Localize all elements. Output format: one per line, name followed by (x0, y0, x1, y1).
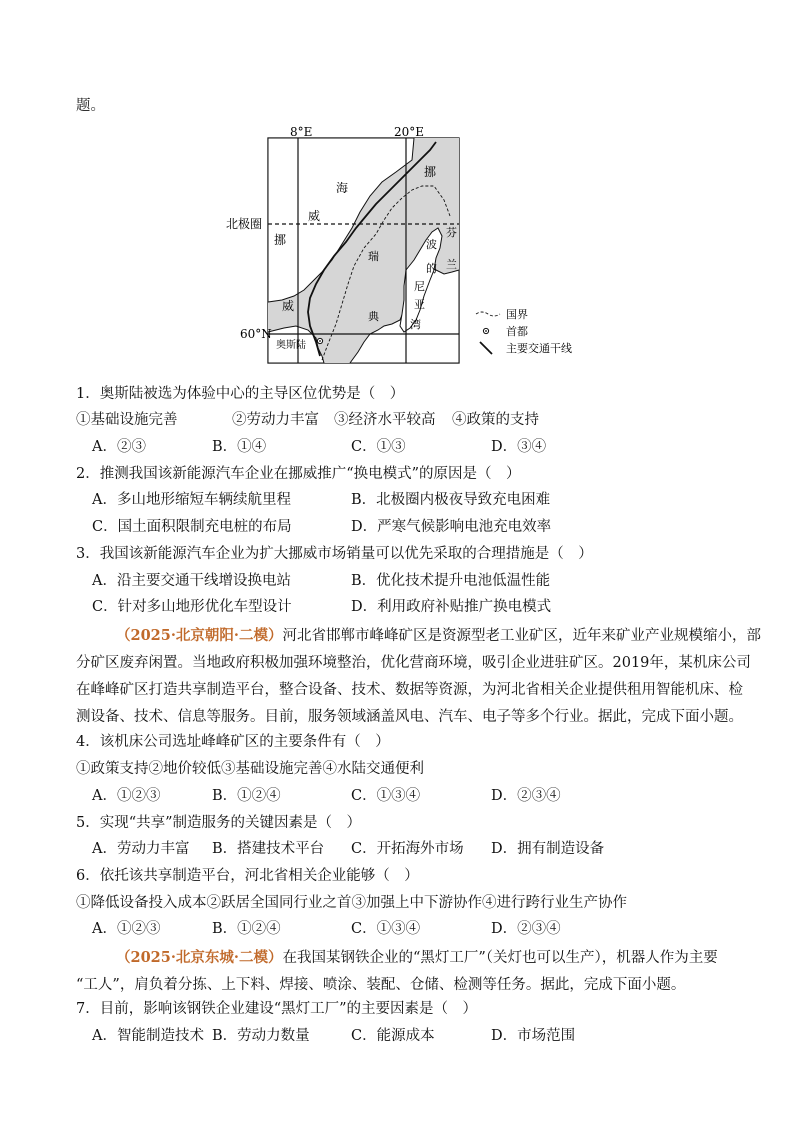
q3-option-a[interactable]: A．沿主要交通干线增设换电站 (92, 573, 291, 589)
q1-option-c[interactable]: C．①③ (351, 439, 406, 455)
q2-option-a[interactable]: A．多山地形缩短车辆续航里程 (92, 492, 291, 508)
arctic-circle-label: 北极圈 (226, 217, 263, 231)
map-label-lan: 兰 (446, 258, 457, 271)
q7-option-b[interactable]: B．劳动力数量 (212, 1028, 310, 1044)
map-label-de: 的 (426, 262, 437, 275)
passage-2 (76, 622, 761, 731)
legend-capital-label: 首都 (506, 325, 528, 338)
map-label-ya: 亚 (414, 298, 425, 311)
map-label-rui: 瑞 (368, 250, 379, 263)
passage-3-source: （2025·北京东城·二模） (116, 949, 283, 966)
q2-option-d[interactable]: D．严寒气候影响电池充电效率 (351, 519, 552, 535)
q3-option-b[interactable]: B．优化技术提升电池低温性能 (351, 573, 551, 589)
lat-60-label: 60°N (240, 327, 272, 341)
q2-option-c[interactable]: C．国土面积限制充电桩的布局 (92, 519, 292, 535)
map-label-wei-1: 威 (308, 209, 321, 223)
q1-stem: 1．奥斯陆被选为体验中心的主导区位优势是（ ） (76, 386, 405, 402)
q3-option-c[interactable]: C．针对多山地形优化车型设计 (92, 599, 292, 615)
passage-3-line-2: “工人”，肩负着分拣、上下料、焊接、喷涂、装配、仓储、检测等任务。据此，完成下面小题。 (76, 977, 686, 993)
legend-transport-icon (480, 342, 492, 354)
q1-item-1: ①基础设施完善 (76, 412, 178, 428)
q7-stem: 7．目前，影响该钢铁企业建设“黑灯工厂”的主要因素是（ ） (76, 1001, 478, 1017)
map-label-ni: 尼 (414, 280, 425, 293)
q4-stem: 4．该机床公司选址峰峰矿区的主要条件有（ ） (76, 734, 390, 750)
map-label-nuo-1: 挪 (274, 233, 287, 247)
q4-option-b[interactable]: B．①②④ (212, 788, 281, 804)
q3-option-d[interactable]: D．利用政府补贴推广换电模式 (351, 599, 552, 615)
q1-option-b[interactable]: B．①④ (212, 439, 267, 455)
passage-3 (76, 944, 726, 999)
q6-option-a[interactable]: A．①②③ (92, 921, 161, 937)
map-label-hai: 海 (336, 181, 349, 195)
map-label-bo: 波 (426, 238, 437, 251)
scandinavia-map (224, 120, 584, 370)
q5-option-a[interactable]: A．劳动力丰富 (92, 841, 190, 857)
q4-option-a[interactable]: A．①②③ (92, 788, 161, 804)
q6-stem: 6．依托该共享制造平台，河北省相关企业能够（ ） (76, 868, 419, 884)
q6-option-b[interactable]: B．①②④ (212, 921, 281, 937)
map-label-nuo-2: 挪 (424, 165, 437, 179)
passage-2-line-4: 测设备、技术、信息等服务。目前，服务领域涵盖风电、汽车、电子等多个行业。据此，完成下面小题。 (76, 709, 743, 725)
q7-option-d[interactable]: D．市场范围 (491, 1028, 576, 1044)
q1-option-a[interactable]: A．②③ (92, 439, 146, 455)
q6-option-d[interactable]: D．②③④ (491, 921, 561, 937)
q5-option-c[interactable]: C．开拓海外市场 (351, 841, 464, 857)
q1-item-3: ③经济水平较高 (334, 412, 436, 428)
passage-2-line-3: 在峰峰矿区打造共享制造平台，整合设备、技术、数据等资源，为河北省相关企业提供租用智能机床、检 (76, 682, 743, 698)
legend-transport-label: 主要交通干线 (506, 342, 572, 355)
legend-border-icon (476, 312, 500, 316)
q2-option-b[interactable]: B．北极圈内极夜导致充电困难 (351, 492, 551, 508)
q6-items: ①降低设备投入成本②跃居全国同行业之首③加强上中下游协作④进行跨行业生产协作 (76, 895, 627, 911)
q2-stem: 2．推测我国该新能源汽车企业在挪威推广“换电模式”的原因是（ ） (76, 466, 521, 482)
q3-stem: 3．我国该新能源汽车企业为扩大挪威市场销量可以优先采取的合理措施是（ ） (76, 546, 593, 562)
q4-option-d[interactable]: D．②③④ (491, 788, 561, 804)
map-label-wan: 湾 (410, 318, 421, 331)
q6-option-c[interactable]: C．①③④ (351, 921, 421, 937)
lon-8-label: 8°E (290, 125, 313, 139)
q7-option-a[interactable]: A．智能制造技术 (92, 1028, 204, 1044)
passage-2-line-1: 河北省邯郸市峰峰矿区是资源型老工业矿区，近年来矿业产业规模缩小，部 (282, 628, 761, 644)
q5-option-d[interactable]: D．拥有制造设备 (491, 841, 605, 857)
q1-item-4: ④政策的支持 (452, 412, 539, 428)
oslo-label: 奥斯陆 (276, 340, 306, 351)
passage-2-source: （2025·北京朝阳·二模） (116, 627, 283, 644)
intro-tail: 题。 (76, 98, 105, 114)
passage-2-line-2: 分矿区废弃闲置。当地政府积极加强环境整治，优化营商环境，吸引企业进驻矿区。2019年，某机床公司 (76, 655, 751, 671)
legend-border-label: 国界 (506, 308, 528, 321)
q1-item-2: ②劳动力丰富 (232, 412, 319, 428)
map-label-wei-2: 威 (282, 299, 295, 313)
passage-3-line-1: 在我国某钢铁企业的“黑灯工厂”（关灯也可以生产），机器人作为主要 (282, 950, 718, 966)
map-label-dian: 典 (368, 310, 379, 323)
lon-20-label: 20°E (394, 125, 425, 139)
q4-option-c[interactable]: C．①③④ (351, 788, 421, 804)
q7-option-c[interactable]: C．能源成本 (351, 1028, 435, 1044)
map-label-fen: 芬 (446, 226, 457, 239)
q4-items: ①政策支持②地价较低③基础设施完善④水陆交通便利 (76, 761, 424, 777)
q5-stem: 5．实现“共享”制造服务的关键因素是（ ） (76, 815, 362, 831)
q1-option-d[interactable]: D．③④ (491, 439, 547, 455)
q5-option-b[interactable]: B．搭建技术平台 (212, 841, 325, 857)
